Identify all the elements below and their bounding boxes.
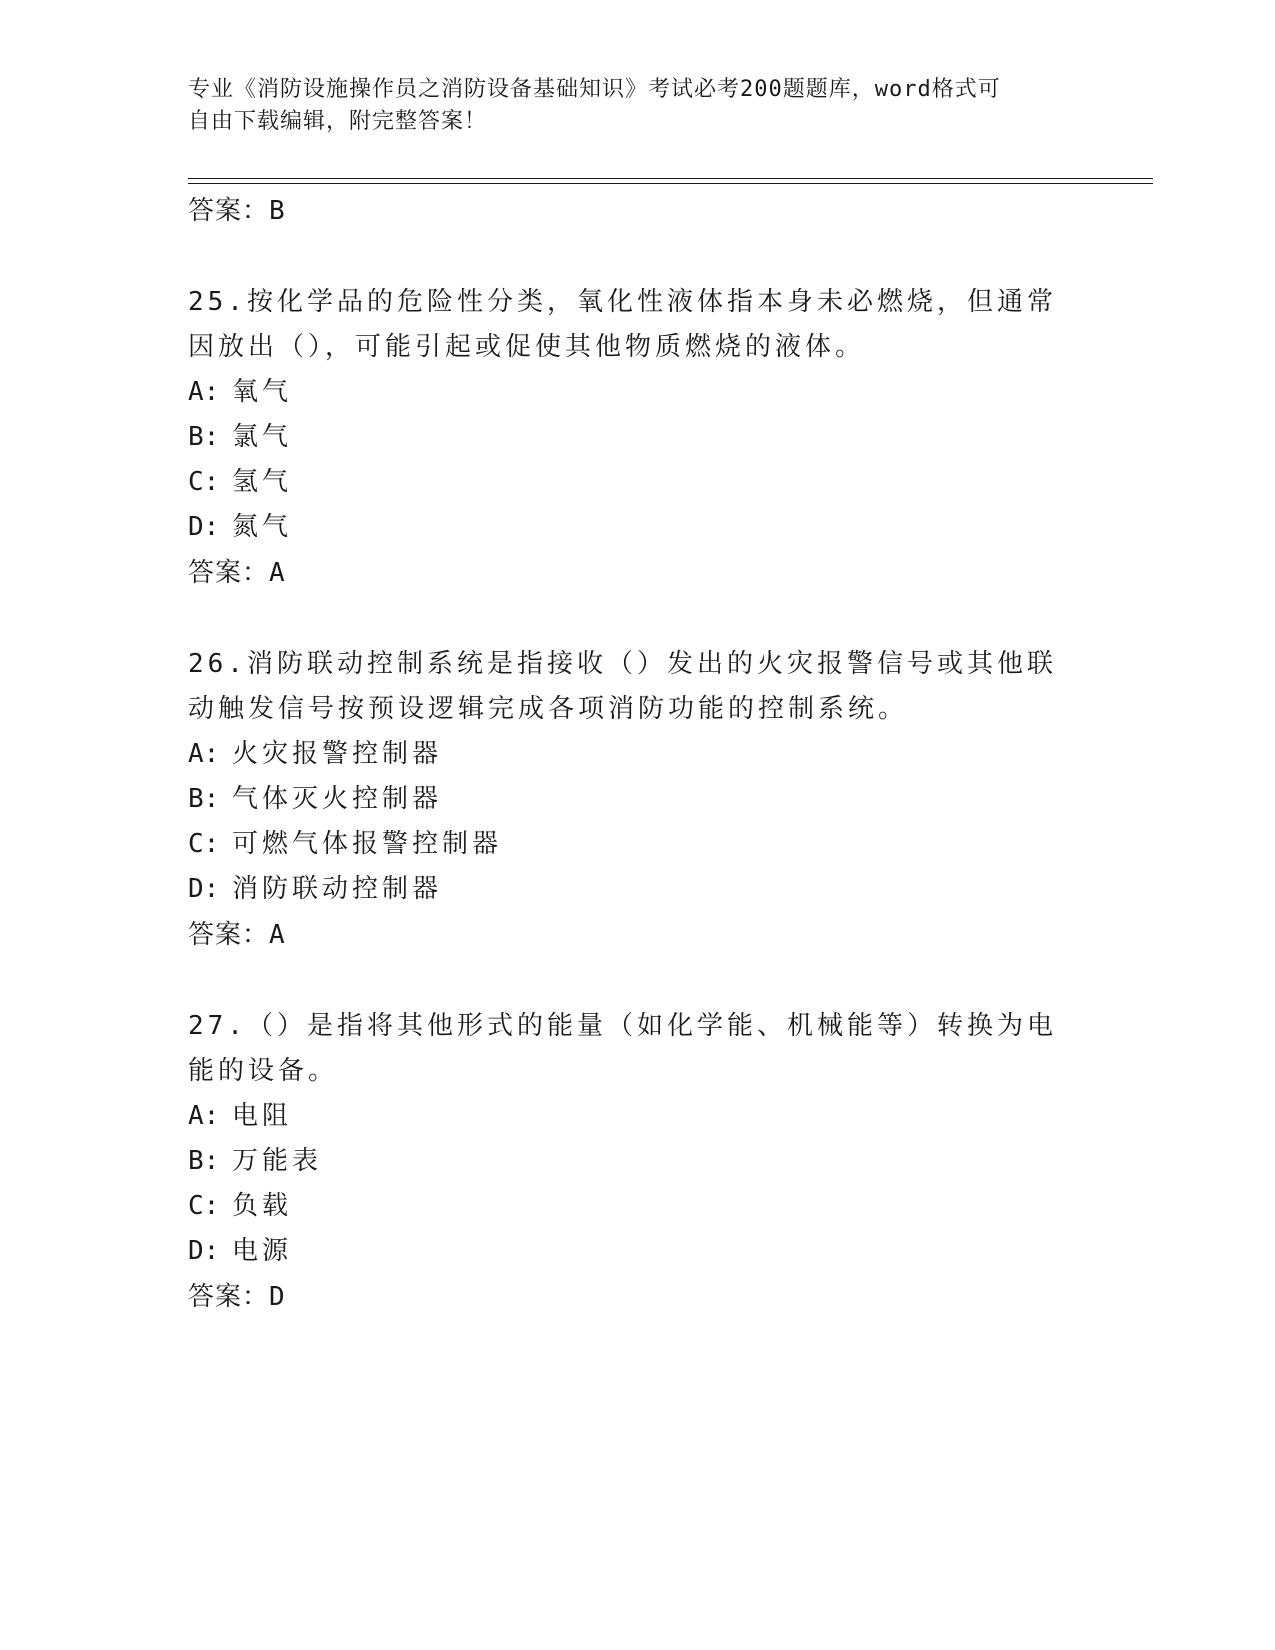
- option-d: [188, 867, 1088, 912]
- option-letter: B:: [188, 784, 220, 814]
- header-line-2: 自由下载编辑，附完整答案！: [188, 109, 488, 134]
- option-text: 氧气: [232, 377, 293, 407]
- previous-answer: 答案：B: [188, 196, 286, 226]
- option-c: [188, 822, 1088, 867]
- option-d: [188, 1229, 1088, 1274]
- option-text: 火灾报警控制器: [232, 739, 443, 769]
- option-letter: B:: [188, 1146, 220, 1176]
- question-stem: 27.（）是指将其他形式的能量（如化学能、机械能等）转换为电能的设备。: [188, 1011, 1057, 1086]
- option-a: [188, 1094, 1088, 1139]
- document-header: [188, 74, 1068, 138]
- option-letter: A:: [188, 739, 220, 769]
- option-c: [188, 1184, 1088, 1229]
- option-text: 负载: [232, 1191, 293, 1221]
- option-text: 氢气: [232, 467, 293, 497]
- question-25: [188, 280, 1088, 596]
- question-answer: 答案：D: [188, 1282, 286, 1312]
- option-text: 氯气: [232, 422, 293, 452]
- question-stem: 26.消防联动控制系统是指接收（）发出的火灾报警信号或其他联动触发信号按预设逻辑完成各项消防功能的控制系统。: [188, 649, 1057, 724]
- option-b: [188, 415, 1088, 460]
- option-text: 氮气: [232, 512, 293, 542]
- question-stem: 25.按化学品的危险性分类，氧化性液体指本身未必燃烧，但通常因放出（），可能引起或促使其他物质燃烧的液体。: [188, 287, 1057, 362]
- option-text: 电阻: [232, 1101, 293, 1131]
- question-27: [188, 1004, 1088, 1320]
- option-letter: C:: [188, 467, 220, 497]
- option-letter: C:: [188, 1191, 220, 1221]
- question-answer: 答案：A: [188, 558, 286, 588]
- option-text: 消防联动控制器: [232, 874, 443, 904]
- option-letter: D:: [188, 874, 220, 904]
- option-text: 可燃气体报警控制器: [232, 829, 503, 859]
- option-letter: D:: [188, 512, 220, 542]
- header-divider-bottom: [188, 183, 1153, 184]
- header-line-1: 专业《消防设施操作员之消防设备基础知识》考试必考200题题库，word格式可: [188, 77, 1001, 102]
- option-letter: D:: [188, 1236, 220, 1266]
- question-answer: 答案：A: [188, 920, 286, 950]
- option-text: 万能表: [232, 1146, 323, 1176]
- option-a: [188, 370, 1088, 415]
- option-text: 气体灭火控制器: [232, 784, 443, 814]
- option-b: [188, 1139, 1088, 1184]
- header-divider-top: [188, 178, 1153, 179]
- option-c: [188, 460, 1088, 505]
- option-b: [188, 777, 1088, 822]
- option-letter: B:: [188, 422, 220, 452]
- question-list: [188, 188, 1088, 1320]
- option-letter: A:: [188, 1101, 220, 1131]
- option-d: [188, 505, 1088, 550]
- option-a: [188, 732, 1088, 777]
- option-letter: A:: [188, 377, 220, 407]
- option-text: 电源: [232, 1236, 293, 1266]
- option-letter: C:: [188, 829, 220, 859]
- question-26: [188, 642, 1088, 958]
